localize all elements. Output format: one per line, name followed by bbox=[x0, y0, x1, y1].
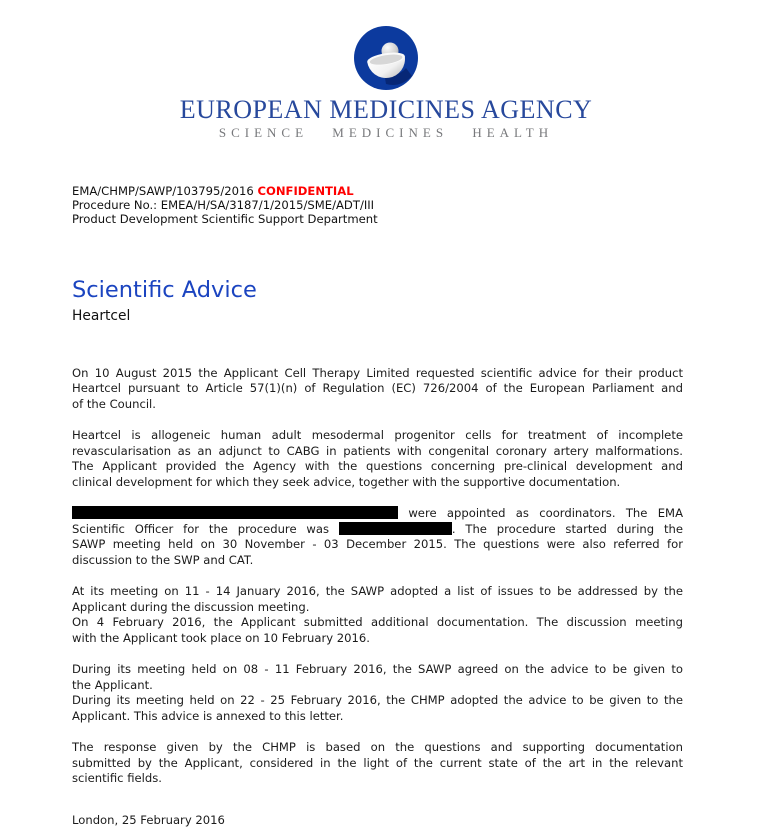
text-segment: On 4 February 2016, the Applicant submitted additional documentation. The discussion meeting bbox=[72, 615, 683, 630]
text-line bbox=[72, 459, 683, 475]
text-line bbox=[72, 522, 683, 538]
department-line: Product Development Scientific Support Department bbox=[72, 212, 378, 227]
text-segment: discussion to the SWP and CAT. bbox=[72, 552, 254, 567]
text-line bbox=[72, 631, 683, 647]
reference-number-line bbox=[72, 184, 772, 198]
text-segment: Scientific Officer for the procedure was bbox=[72, 521, 339, 536]
text-line bbox=[72, 506, 683, 522]
reference-block bbox=[72, 184, 772, 227]
text-segment: with the Applicant took place on 10 February 2016. bbox=[72, 630, 370, 645]
text-line bbox=[72, 381, 683, 397]
text-line bbox=[72, 444, 683, 460]
text-line bbox=[72, 771, 683, 787]
text-line bbox=[72, 600, 683, 616]
page-title: Scientific Advice bbox=[72, 276, 257, 303]
paragraph bbox=[72, 366, 683, 413]
paragraph bbox=[72, 740, 683, 787]
confidential-label: CONFIDENTIAL bbox=[257, 184, 354, 198]
place-date: London, 25 February 2016 bbox=[72, 812, 225, 827]
text-line bbox=[72, 709, 683, 725]
text-segment: On 10 August 2015 the Applicant Cell Therapy Limited requested scientific advice for their product bbox=[72, 365, 683, 380]
text-segment: submitted by the Applicant, considered in the light of the current state of the art in the relevant bbox=[72, 755, 683, 770]
text-line bbox=[72, 740, 683, 756]
paragraph bbox=[72, 506, 683, 568]
text-line bbox=[72, 537, 683, 553]
procedure-number-line: Procedure No.: EMEA/H/SA/3187/1/2015/SME/ADT/III bbox=[72, 198, 375, 213]
text-line bbox=[72, 756, 683, 772]
letter-body bbox=[72, 366, 683, 787]
text-segment: the Applicant. bbox=[72, 677, 153, 692]
text-segment: The response given by the CHMP is based on the questions and supporting documentation bbox=[72, 740, 683, 755]
text-line bbox=[72, 678, 683, 694]
text-line bbox=[72, 553, 683, 569]
text-line bbox=[72, 693, 683, 709]
text-segment: The Applicant provided the Agency with the questions concerning pre-clinical development and bbox=[72, 459, 683, 474]
mortar-and-pestle-icon bbox=[354, 26, 418, 90]
agency-name: EUROPEAN MEDICINES AGENCY bbox=[179, 95, 593, 124]
text-segment: SAWP meeting held on 30 November - 03 December 2015. The questions were also referred for bbox=[72, 537, 683, 552]
text-segment: revascularisation as an adjunct to CABG in patients with congenital coronary artery malformations. bbox=[72, 443, 683, 458]
paragraph bbox=[72, 428, 683, 490]
text-line bbox=[72, 475, 683, 491]
text-line bbox=[72, 366, 683, 382]
redaction-bar bbox=[339, 522, 452, 535]
redaction-bar bbox=[72, 506, 398, 519]
text-line bbox=[72, 584, 683, 600]
doc-number: EMA/CHMP/SAWP/103795/2016 bbox=[72, 184, 254, 198]
text-segment: Heartcel pursuant to Article 57(1)(n) of Regulation (EC) 726/2004 of the European Parliament and bbox=[72, 381, 683, 396]
text-segment: of the Council. bbox=[72, 396, 156, 411]
text-segment: Applicant. This advice is annexed to this letter. bbox=[72, 708, 344, 723]
text-line bbox=[72, 662, 683, 678]
text-segment: were appointed as coordinators. The EMA bbox=[398, 506, 683, 521]
text-segment: scientific fields. bbox=[72, 771, 162, 786]
text-segment: Applicant during the discussion meeting. bbox=[72, 599, 310, 614]
text-line bbox=[72, 397, 683, 413]
paragraph bbox=[72, 584, 683, 646]
text-line bbox=[72, 615, 683, 631]
text-segment: During its meeting held on 22 - 25 February 2016, the CHMP adopted the advice to be given to the bbox=[72, 693, 683, 708]
paragraph bbox=[72, 662, 683, 724]
text-segment: During its meeting held on 08 - 11 February 2016, the SAWP agreed on the advice to be given to bbox=[72, 662, 683, 677]
text-segment: clinical development for which they seek advice, together with the supportive documentation. bbox=[72, 474, 621, 489]
text-segment: Heartcel is allogeneic human adult mesodermal progenitor cells for treatment of incomplete bbox=[72, 428, 683, 443]
product-name: Heartcel bbox=[72, 307, 131, 324]
text-segment: At its meeting on 11 - 14 January 2016, the SAWP adopted a list of issues to be addressed by the bbox=[72, 584, 683, 599]
text-line bbox=[72, 428, 683, 444]
agency-tagline: SCIENCE MEDICINES HEALTH bbox=[218, 125, 554, 140]
text-segment: . The procedure started during the bbox=[451, 521, 683, 536]
ema-logo bbox=[0, 0, 772, 140]
